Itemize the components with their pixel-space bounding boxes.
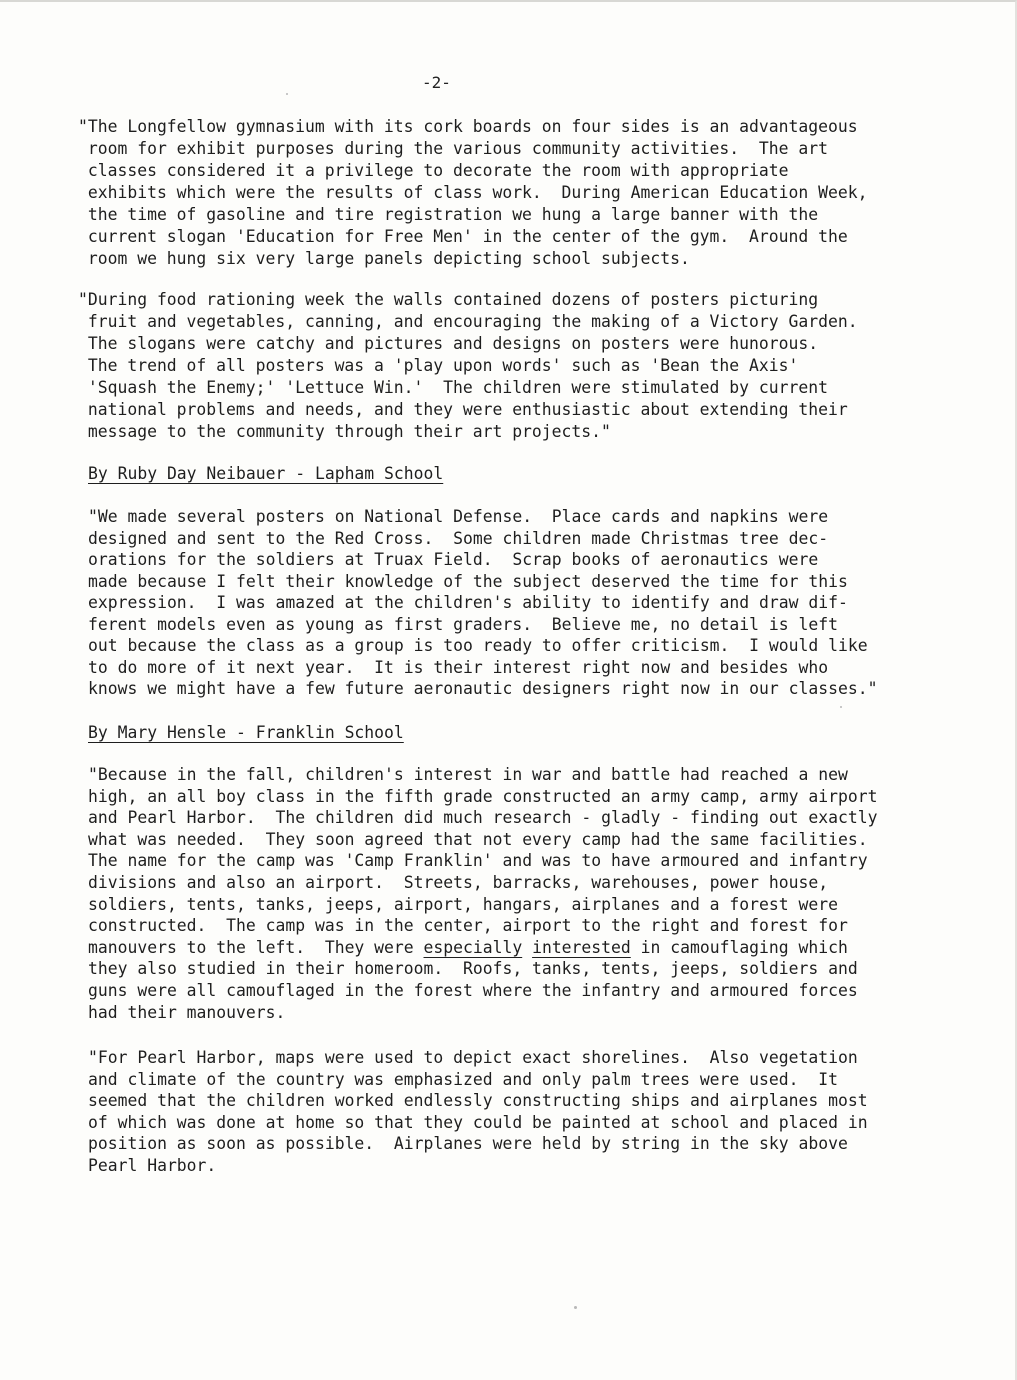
text-line: out because the class as a group is too ready to offer criticism. I would like: [88, 636, 868, 655]
text-line: knows we might have a few future aeronautic designers right now in our classes.": [88, 679, 878, 698]
text-line: and climate of the country was emphasized and only palm trees were used. It: [88, 1069, 838, 1089]
paragraph-pearl-harbor: [88, 1047, 868, 1199]
text-line: "We made several posters on National Defense. Place cards and napkins were: [88, 507, 829, 526]
scan-speck: [840, 706, 842, 708]
text-segment: in camouflaging which: [630, 937, 848, 957]
text-line: room for exhibit purposes during the various community activities. The art: [78, 139, 828, 158]
text-line: "During food rationing week the walls contained dozens of posters picturing: [78, 290, 819, 309]
text-line: The trend of all posters was a 'play upon words' such as 'Bean the Axis': [78, 356, 799, 375]
text-line: designed and sent to the Red Cross. Some children made Christmas tree dec-: [88, 528, 829, 548]
text-line: made because I felt their knowledge of the subject deserved the time for this: [88, 571, 848, 591]
paragraph-food-rationing: [78, 289, 858, 460]
text-line: had their manouvers.: [88, 1002, 286, 1022]
text-line: "Because in the fall, children's interest in war and battle had reached a new: [88, 765, 848, 784]
underlined-word-especially: especially: [423, 937, 523, 957]
text-line: current slogan 'Education for Free Men' in the center of the gym. Around the: [78, 227, 848, 246]
underlined-word-interested: interested: [532, 937, 631, 957]
text-line: position as soon as possible. Airplanes were held by string in the sky above: [88, 1134, 848, 1154]
text-line: what was needed. They soon agreed that not every camp had the same facilities.: [88, 829, 868, 849]
text-line: soldiers, tents, tanks, jeeps, airport, hangars, airplanes and a forest were: [88, 894, 838, 914]
text-line: the time of gasoline and tire registration we hung a large banner with the: [78, 205, 819, 224]
page-number: -2-: [422, 73, 451, 92]
paragraph-franklin-camp: [88, 764, 878, 1030]
text-line: The slogans were catchy and pictures and designs on posters were hunorous.: [78, 334, 819, 353]
text-line: guns were all camouflaged in the forest where the infantry and armoured forces: [88, 981, 858, 1000]
text-line: room we hung six very large panels depicting school subjects.: [78, 249, 690, 268]
section-heading-lapham: By Ruby Day Neibauer - Lapham School: [88, 464, 444, 483]
text-line: "For Pearl Harbor, maps were used to depict exact shorelines. Also vegetation: [88, 1048, 858, 1067]
text-line: "The Longfellow gymnasium with its cork boards on four sides is an advantageous: [78, 117, 858, 136]
text-line: high, an all boy class in the fifth grade constructed an army camp, army airport: [88, 786, 878, 806]
text-line: fruit and vegetables, canning, and encouraging the making of a Victory Garden.: [78, 312, 858, 331]
scan-speck: [286, 93, 288, 95]
text-segment: manouvers to the left. They were: [88, 937, 424, 957]
paragraph-lapham-school: [88, 506, 878, 715]
text-segment: [522, 938, 532, 957]
text-line: divisions and also an airport. Streets, barracks, warehouses, power house,: [88, 873, 829, 892]
text-line: and Pearl Harbor. The children did much research - gladly - finding out exactly: [88, 808, 878, 828]
section-heading-franklin: By Mary Hensle - Franklin School: [88, 723, 404, 742]
text-line: orations for the soldiers at Truax Field. Scrap books of aeronautics were: [88, 550, 819, 569]
text-line: of which was done at home so that they could be painted at school and placed in: [88, 1112, 868, 1132]
text-line: seemed that the children worked endlessly constructing ships and airplanes most: [88, 1091, 868, 1111]
text-line: constructed. The camp was in the center, airport to the right and forest for: [88, 916, 848, 936]
text-line: they also studied in their homeroom. Roofs, tanks, tents, jeeps, soldiers and: [88, 959, 858, 979]
text-line: national problems and needs, and they were enthusiastic about extending their: [78, 400, 848, 419]
text-line: Pearl Harbor.: [88, 1156, 217, 1175]
text-line: ferent models even as young as first graders. Believe me, no detail is left: [88, 614, 838, 634]
scan-speck: [574, 1306, 577, 1309]
text-line: message to the community through their art projects.": [78, 422, 611, 441]
text-line: expression. I was amazed at the children's ability to identify and draw dif-: [88, 593, 848, 612]
paragraph-longfellow-gym: [78, 116, 868, 287]
text-line-with-emphasis: [88, 937, 848, 959]
text-line: classes considered it a privilege to decorate the room with appropriate: [78, 161, 789, 180]
text-line: The name for the camp was 'Camp Franklin' and was to have armoured and infantry: [88, 851, 868, 871]
text-line: exhibits which were the results of class work. During American Education Week,: [78, 183, 868, 202]
text-line: 'Squash the Enemy;' 'Lettuce Win.' The children were stimulated by current: [78, 378, 828, 397]
text-line: to do more of it next year. It is their interest right now and besides who: [88, 657, 829, 677]
